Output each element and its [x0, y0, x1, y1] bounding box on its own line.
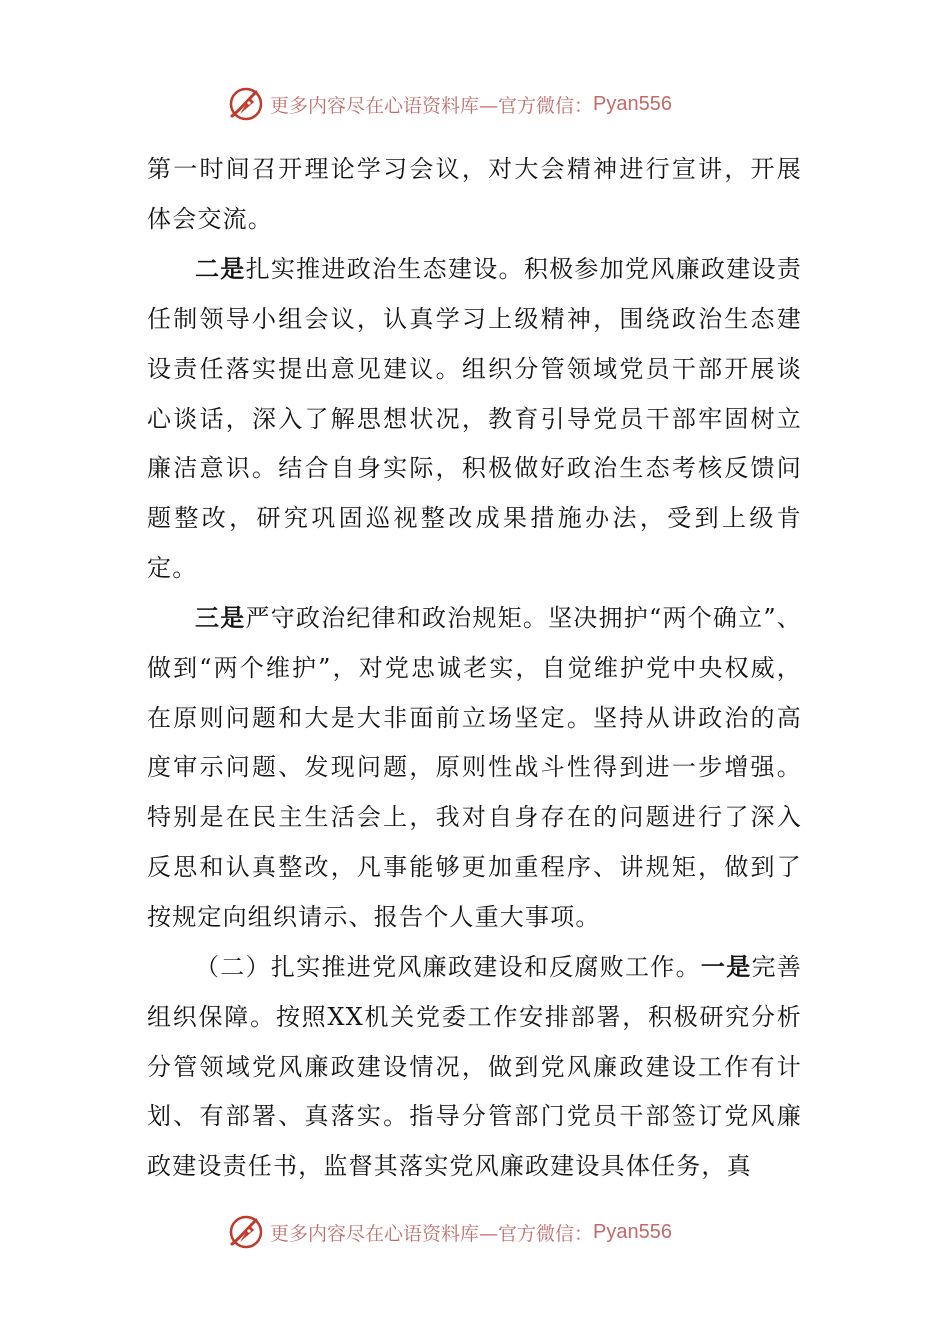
watermark-site-text: 更多内容尽在心语资料库—官方微信： — [270, 1222, 594, 1245]
paragraph-4 — [147, 942, 802, 1192]
document-body — [147, 145, 802, 1192]
watermark-site-text: 更多内容尽在心语资料库—官方微信： — [270, 94, 594, 117]
watermark-wechat-id: Pyan556 — [593, 1220, 672, 1243]
paragraph-2-text: 扎实推进政治生态建设。积极参加党风廉政建设责任制领导小组会议，认真学习上级精神，围绕政治生态建设责任落实提出意见建议。组织分管领域党员干部开展谈心谈话，深入了解思想状况，教育引导党员干部牢固树立廉洁意识。结合自身实际，积极做好政治生态考核反馈问题整改，研究巩固巡视整改成果措施办法，受到上级肯定。 — [147, 255, 802, 582]
pen-nib-seal-icon — [226, 1212, 266, 1252]
watermark-banner-bottom — [226, 1212, 672, 1252]
watermark-banner-top — [226, 84, 672, 124]
paragraph-2 — [147, 244, 802, 593]
paragraph-1 — [147, 145, 802, 244]
watermark-wechat-id: Pyan556 — [593, 92, 672, 115]
paragraph-4-text: 完善组织保障。按照XX机关党委工作安排部署，积极研究分析分管领域党风廉政建设情况，做到党风廉政建设工作有计划、有部署、真落实。指导分管部门党员干部签订党风廉政建设责任书，监督其落实党风廉政建设具体任务，真 — [147, 953, 802, 1181]
paragraph-1-text: 第一时间召开理论学习会议，对大会精神进行宣讲，开展体会交流。 — [147, 155, 802, 233]
paragraph-2-lead: 二是 — [195, 254, 246, 284]
paragraph-3 — [147, 593, 802, 942]
paragraph-3-lead: 三是 — [195, 603, 246, 633]
paragraph-3-text: 严守政治纪律和政治规矩。坚决拥护“两个确立”、做到“两个维护”，对党忠诚老实，自觉维护党中央权威，在原则问题和大是大非面前立场坚定。坚持从讲政治的高度审示问题、发现问题，原则性战斗性得到进一步增强。特别是在民主生活会上，我对自身存在的问题进行了深入反思和认真整改，凡事能够更加重程序、讲规矩，做到了按规定向组织请示、报告个人重大事项。 — [147, 604, 803, 931]
pen-nib-seal-icon — [226, 84, 266, 124]
paragraph-4-lead: 一是 — [700, 952, 752, 982]
paragraph-4-prefix: （二）扎实推进党风廉政建设和反腐败工作。 — [195, 953, 701, 982]
